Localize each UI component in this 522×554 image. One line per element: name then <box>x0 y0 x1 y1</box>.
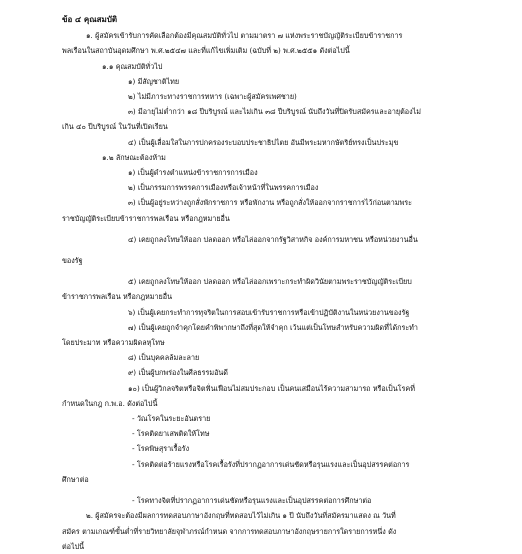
prohibition-item-3-line-1: ๓) เป็นผู้อยู่ระหว่างถูกสั่งพักราชการ หรือพักงาน หรือถูกสั่งให้ออกจากราชการไว้ก่อนตามพระ <box>128 198 412 208</box>
qualification-item-1: ๑) มีสัญชาติไทย <box>128 76 180 86</box>
prohibition-item-9: ๙) เป็นผู้บกพร่องในศีลธรรมอันดี <box>128 368 228 378</box>
disease-item-4-line-2: ศึกษาต่อ <box>62 474 89 484</box>
prohibition-item-2: ๒) เป็นกรรมการพรรคการเมืองหรือเจ้าหน้าที่ในพรรคการเมือง <box>128 183 319 193</box>
paragraph-1-line-2: พลเรือนในสถาบันอุดมศึกษา พ.ศ.๒๕๔๗ และที่แก้ไขเพิ่มเติม (ฉบับที่ ๒) พ.ศ.๒๕๕๑ ดังต่อไปนี้ <box>62 46 350 56</box>
prohibition-item-3-line-2: ราชบัญญัติระเบียบข้าราชการพลเรือน หรือกฎหมายอื่น <box>62 213 230 223</box>
section-heading: ข้อ ๔ คุณสมบัติ <box>62 15 118 24</box>
paragraph-2-line-3: ต่อไปนี้ <box>62 541 85 551</box>
qualification-item-2: ๒) ไม่มีภาระทางราชการทหาร (เฉพาะผู้สมัครเพศชาย) <box>128 92 297 102</box>
prohibition-item-6: ๖) เป็นผู้เคยกระทำการทุจริตในการสอบเข้ารับราชการหรือเข้าปฏิบัติงานในหน่วยงานของรัฐ <box>128 307 410 317</box>
prohibition-item-5-line-1: ๕) เคยถูกลงโทษให้ออก ปลดออก หรือไล่ออกเพราะกระทำผิดวินัยตามพระราชบัญญัติระเบียบ <box>128 277 412 287</box>
prohibition-item-5-line-2: ข้าราชการพลเรือน หรือกฎหมายอื่น <box>62 292 172 302</box>
prohibition-item-7-line-1: ๗) เป็นผู้เคยถูกจำคุกโดยคำพิพากษาถึงที่สุดให้จำคุก เว้นแต่เป็นโทษสำหรับความผิดที่ได้กระทำ <box>128 322 418 332</box>
qualification-item-4: ๔) เป็นผู้เลื่อมใสในการปกครองระบอบประชาธิปไตย อันมีพระมหากษัตริย์ทรงเป็นประมุข <box>128 137 399 147</box>
qualification-item-3-line-2: เกิน ๔๐ ปีบริบูรณ์ ในวันที่เปิดเรียน <box>62 122 168 132</box>
prohibition-item-1: ๑) เป็นผู้ดำรงตำแหน่งข้าราชการการเมือง <box>128 168 258 178</box>
paragraph-2-line-2: สมัคร ตามเกณฑ์ขั้นต่ำที่รายวิทยาลัยจุฬาภรณ์กำหนด จากการทดสอบภาษาอังกฤษรายการใดรายการหนึ่ง ดัง <box>62 526 397 536</box>
prohibition-item-10-line-2: กำหนดในกฎ ก.พ.อ. ดังต่อไปนี้ <box>62 398 158 408</box>
qualification-item-3-line-1: ๓) มีอายุไม่ต่ำกว่า ๑๘ ปีบริบูรณ์ และไม่เกิน ๓๘ ปีบริบูรณ์ นับถึงวันที่ปิดรับสมัครและอายุต้องไม่ <box>128 107 421 117</box>
prohibition-item-10-line-1: ๑๐) เป็นผู้วิกลจริตหรือจิตฟั่นเฟือนไม่สมประกอบ เป็นคนเสมือนไร้ความสามารถ หรือเป็นโรคที่ <box>128 383 415 393</box>
disease-item-4-line-1: - โรคติดต่อร้ายแรงหรือโรคเรื้อรังที่ปรากฏอาการเด่นชัดหรือรุนแรงและเป็นอุปสรรคต่อการ <box>132 459 410 469</box>
paragraph-1-line-1: ๑. ผู้สมัครเข้ารับการคัดเลือกต้องมีคุณสมบัติทั่วไป ตามมาตรา ๗ แห่งพระราชบัญญัติระเบียบข้าราชการ <box>86 31 403 41</box>
subsection-1-2-title: ๑.๒ ลักษณะต้องห้าม <box>102 152 166 162</box>
disease-item-5: - โรคทางจิตที่ปรากฏอาการเด่นชัดหรือรุนแรงและเป็นอุปสรรคต่อการศึกษาต่อ <box>132 496 372 506</box>
prohibition-item-4-line-1: ๔) เคยถูกลงโทษให้ออก ปลดออก หรือไล่ออกจากรัฐวิสาหกิจ องค์การมหาชน หรือหน่วยงานอื่น <box>128 234 418 244</box>
disease-item-2: - โรคติดยาเสพติดให้โทษ <box>132 429 210 439</box>
disease-item-1: - วัณโรคในระยะอันตราย <box>132 414 211 424</box>
prohibition-item-8: ๘) เป็นบุคคลล้มละลาย <box>128 353 200 363</box>
prohibition-item-7-line-2: โดยประมาท หรือความผิดลหุโทษ <box>62 338 165 348</box>
subsection-1-1-title: ๑.๑ คุณสมบัติทั่วไป <box>102 61 163 71</box>
prohibition-item-4-line-2: ของรัฐ <box>62 256 83 266</box>
paragraph-2-line-1: ๒. ผู้สมัครจะต้องมีผลการทดสอบภาษาอังกฤษที่ทดสอบไว้ไม่เกิน ๑ ปี นับถึงวันที่สมัครมาแสดง ณ วันที่ <box>86 511 396 521</box>
disease-item-3: - โรคพิษสุราเรื้อรัง <box>132 444 190 454</box>
